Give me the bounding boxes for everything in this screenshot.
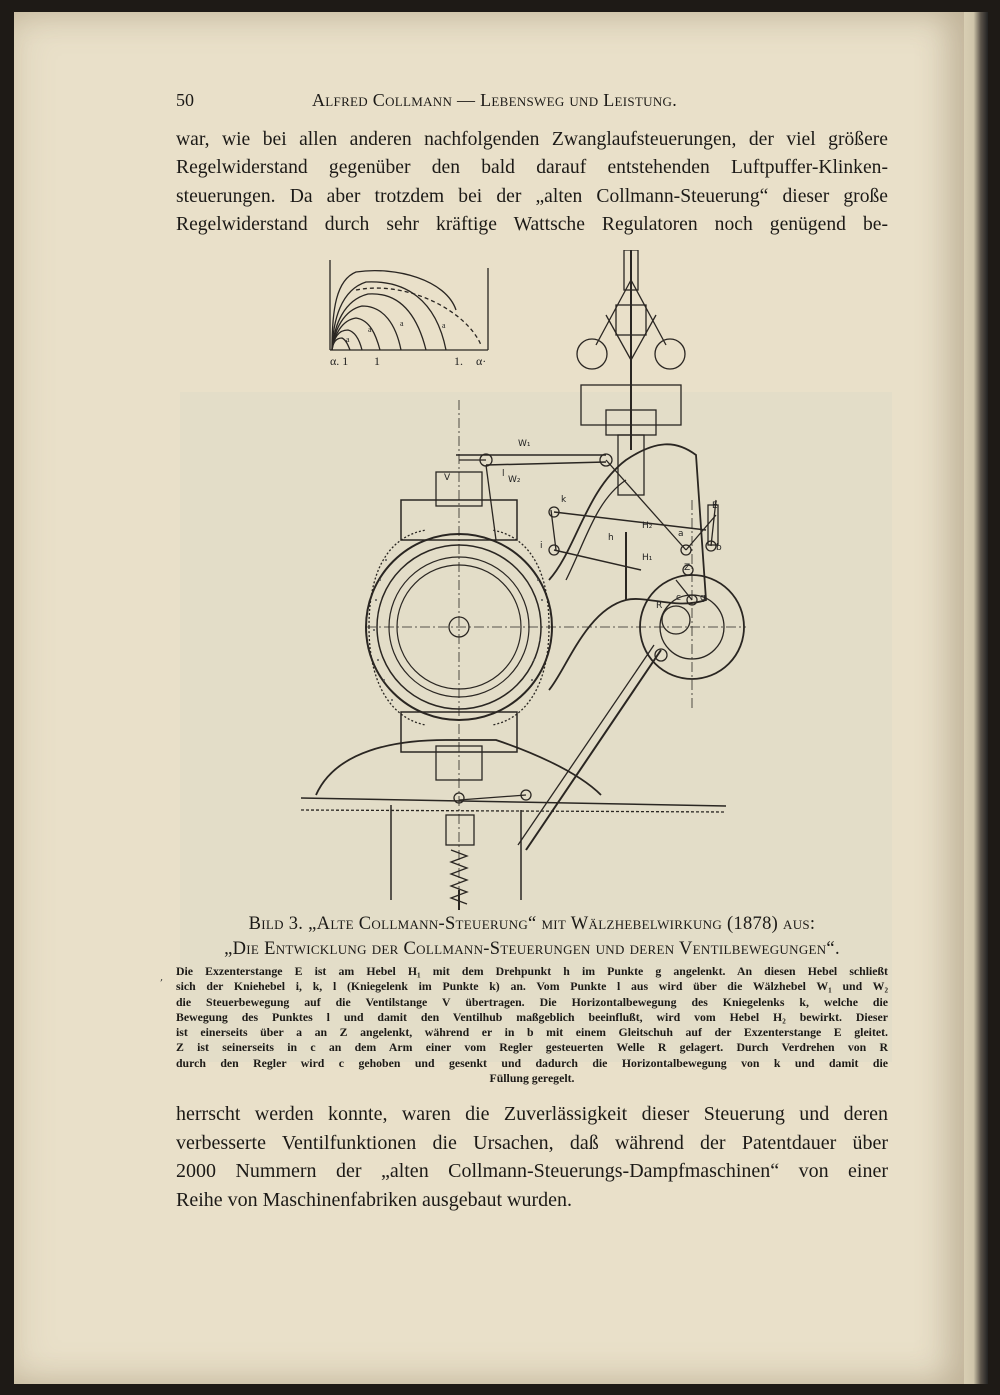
part-label: h	[608, 533, 614, 543]
caption-line: Bild 3. „Alte Collmann-Steuerung“ mit Wälzhebelwirkung (1878) aus:	[248, 914, 816, 934]
valve-spring	[446, 815, 474, 910]
part-label: E	[712, 501, 718, 511]
part-label: W₂	[508, 475, 521, 485]
legend-line: die Steuerbewegung auf die Ventilstange V übertragen. Die Horizontalbewegung des Kniegelenks k, welche die	[176, 994, 888, 1009]
figure-legend	[176, 964, 888, 1086]
part-label: c	[676, 593, 681, 603]
packing-stipple	[373, 559, 543, 701]
part-label: g	[700, 593, 706, 603]
text-line: herrscht werden konnte, waren die Zuverlässigkeit dieser Steuerung und deren	[176, 1103, 888, 1125]
inset-label: 1	[374, 354, 380, 368]
running-title: Alfred Collmann — Lebensweg und Leistung.	[312, 90, 677, 110]
legend-line: Bewegung des Punktes l und damit den Ventilhub maßgeblich beeinflußt, wird vom Hebel H₂ bewirkt. Dieser	[176, 1009, 888, 1024]
text-line: war, wie bei allen anderen nachfolgenden Zwanglaufsteuerungen, der viel größere	[176, 129, 888, 150]
margin-mark: ,	[160, 972, 164, 983]
text-line: 2000 Nummern der „alten Collmann-Steuerungs-Dampfmaschinen“ von einer	[176, 1160, 888, 1183]
inset-label: 1.	[454, 354, 463, 368]
text-line: Regelwiderstand gegenüber den bald darauf entstehenden Luftpuffer-Klinken-	[176, 157, 888, 179]
part-label: i	[540, 541, 543, 551]
legend-line: Füllung geregelt.	[489, 1071, 575, 1086]
paragraph-top	[176, 126, 888, 240]
part-label: H₁	[642, 553, 653, 563]
legend-line: Die Exzenterstange E ist am Hebel H₁ mit dem Drehpunkt h im Punkte g angelenkt. An diesen Hebel schließt	[176, 964, 888, 978]
inset-label: α·	[476, 354, 487, 368]
page-edge	[964, 12, 988, 1384]
legend-line: durch den Regler wird c gehoben und gesenkt und dadurch die Horizontalbewegung von k und damit die	[176, 1055, 888, 1070]
text-line: Reihe von Maschinenfabriken ausgebaut wurden.	[176, 1188, 572, 1211]
legend-line: sich der Kniehebel i, k, l (Kniegelenk im Punkte k) an. Vom Punkte l aus wird über die Wälzhebel W₁ und W₂	[176, 979, 888, 994]
legend-line: Z ist seinerseits in c an dem Arm einer vom Regler gesteuerten Welle R gelagert. Durch Verdrehen von R	[176, 1040, 888, 1055]
part-label: k	[561, 495, 567, 505]
part-label: R	[656, 601, 663, 611]
part-label: Z	[684, 563, 691, 573]
part-label: l	[502, 469, 505, 479]
caption-line: „Die Entwicklung der Collmann-Steuerungen und deren Ventilbewegungen“.	[224, 939, 840, 959]
text-line: Regelwiderstand durch sehr kräftige Wattsche Regulatoren noch genügend be-	[176, 214, 888, 236]
figure-caption	[176, 912, 888, 962]
text-line: steuerungen. Da aber trotzdem bei der „alten Collmann-Steuerung“ dieser große	[176, 185, 888, 207]
inset-label: a	[368, 325, 372, 334]
inset-label: a	[442, 321, 446, 330]
legend-line: ist einerseits über a an Z angelenkt, während er in b mit einem Gleitschuh auf der Exzenterstange E gleitet.	[176, 1025, 888, 1040]
inset-label: α. 1	[330, 354, 349, 368]
valve-lift-diagram	[330, 260, 488, 350]
part-label: H₂	[642, 521, 653, 531]
part-label: b	[716, 543, 722, 553]
part-label: W₁	[518, 439, 531, 449]
collmann-valve-gear-drawing	[296, 250, 766, 910]
part-label: V	[444, 473, 451, 483]
paragraph-bottom	[176, 1100, 888, 1214]
watt-governor	[577, 250, 685, 495]
text-line: verbesserte Ventilfunktionen die Ursachen, daß während der Patentdauer über	[176, 1131, 888, 1154]
part-label: a	[678, 529, 684, 539]
inset-label: a	[346, 335, 350, 344]
inset-label: a	[400, 319, 404, 328]
page-number: 50	[176, 90, 194, 110]
